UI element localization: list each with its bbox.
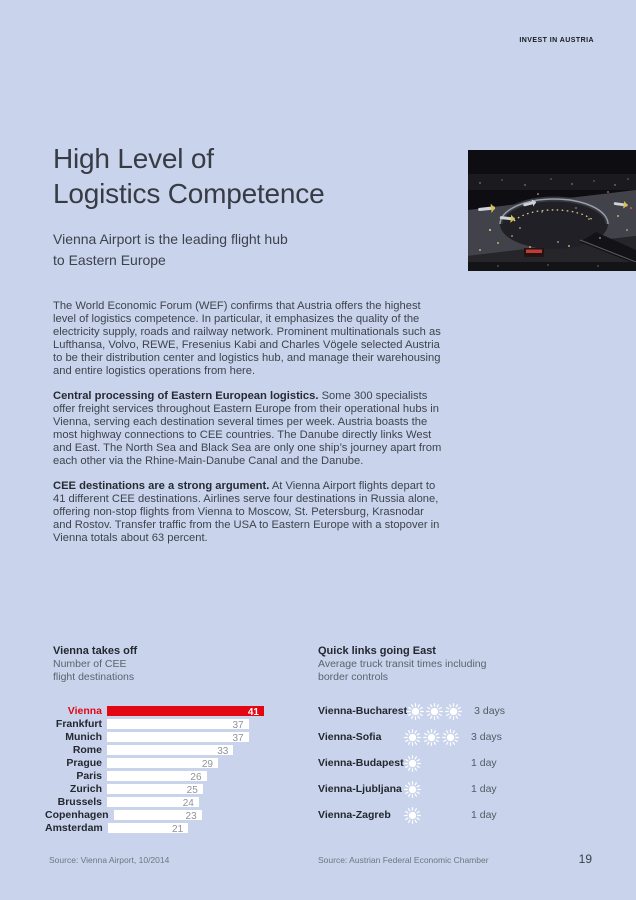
paragraph-text: At Vienna Airport flights depart to 41 different CEE destinations. Airlines serve four destinations in Russia alone, offering non-stop flights from Vienna to Moscow, St. Petersburg, Krasnodar and Rostov. Transfer traffic from the USA to Eastern Europe with a stopover in Vienna totals about 63 percent. <box>53 480 440 544</box>
transit-row <box>318 750 558 776</box>
sun-icon <box>442 729 459 746</box>
page-subtitle <box>53 229 288 271</box>
airport-night-photo <box>468 150 636 271</box>
bar-value: 29 <box>201 759 213 770</box>
bar <box>107 719 249 729</box>
transit-duration-label: 1 day <box>471 757 497 769</box>
bar-track <box>107 771 264 781</box>
brand-header-label: INVEST IN AUSTRIA <box>519 37 594 44</box>
transit-row <box>318 776 558 802</box>
transit-duration-label: 3 days <box>471 731 502 743</box>
bar-value: 41 <box>247 707 259 718</box>
paragraph-lead: CEE destinations are a strong argument. <box>53 480 270 492</box>
bar-track <box>107 706 264 716</box>
chart-title: Vienna takes off <box>53 645 138 657</box>
chart-source: Source: Vienna Airport, 10/2014 <box>49 855 170 865</box>
transit-duration-label: 1 day <box>471 783 497 795</box>
transit-route-label: Vienna-Budapest <box>318 757 404 769</box>
transit-duration-label: 3 days <box>474 705 506 717</box>
paragraph-wef <box>53 300 445 378</box>
bar-category-label: Paris <box>76 770 102 782</box>
bar <box>107 758 218 768</box>
page-title-line1: High Level of <box>53 143 214 174</box>
bar-category-label: Brussels <box>57 796 102 808</box>
bar-track <box>107 745 264 755</box>
body-text <box>53 300 445 557</box>
transit-days-icons <box>407 703 474 720</box>
transit-days-icons <box>404 755 471 772</box>
sun-icon <box>404 729 421 746</box>
transit-times-list <box>318 698 558 828</box>
transit-days-icons <box>404 781 471 798</box>
chart-header <box>53 645 313 684</box>
bar-category-label: Vienna <box>67 705 102 717</box>
bar-value: 26 <box>190 772 202 783</box>
transit-route-label: Vienna-Ljubljana <box>318 783 402 795</box>
quick-links-title: Quick links going East <box>318 645 436 657</box>
bar-row <box>45 771 275 781</box>
bar-category-label: Rome <box>72 744 102 756</box>
bar-row <box>45 745 275 755</box>
bar-track <box>107 758 264 768</box>
bar-category-label: Amsterdam <box>45 822 103 834</box>
transit-route-label: Vienna-Sofia <box>318 731 382 743</box>
quick-links-header <box>318 645 578 684</box>
transit-row <box>318 724 558 750</box>
bar-row <box>45 823 275 833</box>
bar-track <box>107 797 264 807</box>
bar-category-label: Zurich <box>69 783 102 795</box>
bar <box>107 784 203 794</box>
bar-row <box>45 706 275 716</box>
bar-value: 21 <box>172 824 184 835</box>
bar-row <box>45 732 275 742</box>
bar-value: 25 <box>186 785 198 796</box>
transit-row <box>318 802 558 828</box>
transit-days-icons <box>404 729 471 746</box>
bar-track <box>107 732 264 742</box>
sun-icon <box>407 703 424 720</box>
bar-row <box>45 784 275 794</box>
paragraph-lead: Central processing of Eastern European logistics. <box>53 390 319 402</box>
bar-category-label: Copenhagen <box>45 809 109 821</box>
bar <box>107 797 199 807</box>
bar-value: 37 <box>232 733 244 744</box>
chart-subtitle-line1: Number of CEE <box>53 658 127 670</box>
quick-links-source: Source: Austrian Federal Economic Chamber <box>318 855 489 865</box>
sun-icon <box>423 729 440 746</box>
page-number: 19 <box>578 852 592 866</box>
bar-value: 23 <box>185 811 197 822</box>
bar-value: 37 <box>232 720 244 731</box>
bar-track <box>107 784 264 794</box>
bar-category-label: Munich <box>65 731 102 743</box>
bar <box>107 706 264 716</box>
sun-icon <box>404 755 421 772</box>
bar-row <box>45 810 275 820</box>
sun-icon <box>404 781 421 798</box>
bar <box>107 745 233 755</box>
page-title-line2: Logistics Competence <box>53 178 325 209</box>
bar <box>107 771 207 781</box>
transit-route-label: Vienna-Zagreb <box>318 809 391 821</box>
bar-value: 33 <box>217 746 229 757</box>
paragraph-text: Some 300 specialists offer freight services throughout Eastern Europe from their operational hubs in Vienna, serving each destination several times per week. Austria boasts the most highway connections to CEE countries. The Danube directly links West and East. The North Sea and Black Sea are only one ship’s journey apart from each other via the Rhine-Main-Danube Canal and the Danube. <box>53 390 442 467</box>
airport-photo-graphic <box>468 150 636 271</box>
transit-row <box>318 698 558 724</box>
paragraph-text: The World Economic Forum (WEF) confirms that Austria offers the highest level of logistics competence. In particular, it emphasizes the quality of the electricity supply, roads and railway network. Prominent multinationals such as Lufthansa, Volvo, REWE, Fresenius Kabi and Charles Vögele selected Austria to be their distribution center and logistics hub, and manage their warehousing and entire logistics operations from here. <box>53 300 441 377</box>
transit-days-icons <box>404 807 471 824</box>
sun-icon <box>404 807 421 824</box>
bar-track <box>114 810 271 820</box>
bar <box>108 823 188 833</box>
quick-links-subtitle-line1: Average truck transit times including <box>318 658 487 670</box>
bar-category-label: Prague <box>66 757 102 769</box>
transit-duration-label: 1 day <box>471 809 497 821</box>
sun-icon <box>426 703 443 720</box>
paragraph-cee-destinations <box>53 480 445 545</box>
chart-subtitle-line2: flight destinations <box>53 671 135 683</box>
bar-row <box>45 719 275 729</box>
bar-track <box>108 823 265 833</box>
bar <box>107 732 249 742</box>
page-title <box>53 141 324 211</box>
bar <box>114 810 202 820</box>
transit-route-label: Vienna-Bucharest <box>318 705 408 717</box>
bar-row <box>45 797 275 807</box>
page-subtitle-line2: to Eastern Europe <box>53 252 166 268</box>
bar-track <box>107 719 264 729</box>
bar-value: 24 <box>182 798 194 809</box>
bar-row <box>45 758 275 768</box>
page-subtitle-line1: Vienna Airport is the leading flight hub <box>53 231 288 247</box>
bar-category-label: Frankfurt <box>55 718 102 730</box>
sun-icon <box>445 703 462 720</box>
paragraph-central-processing <box>53 390 445 468</box>
cee-destinations-bar-chart <box>45 706 275 836</box>
quick-links-subtitle-line2: border controls <box>318 671 389 683</box>
